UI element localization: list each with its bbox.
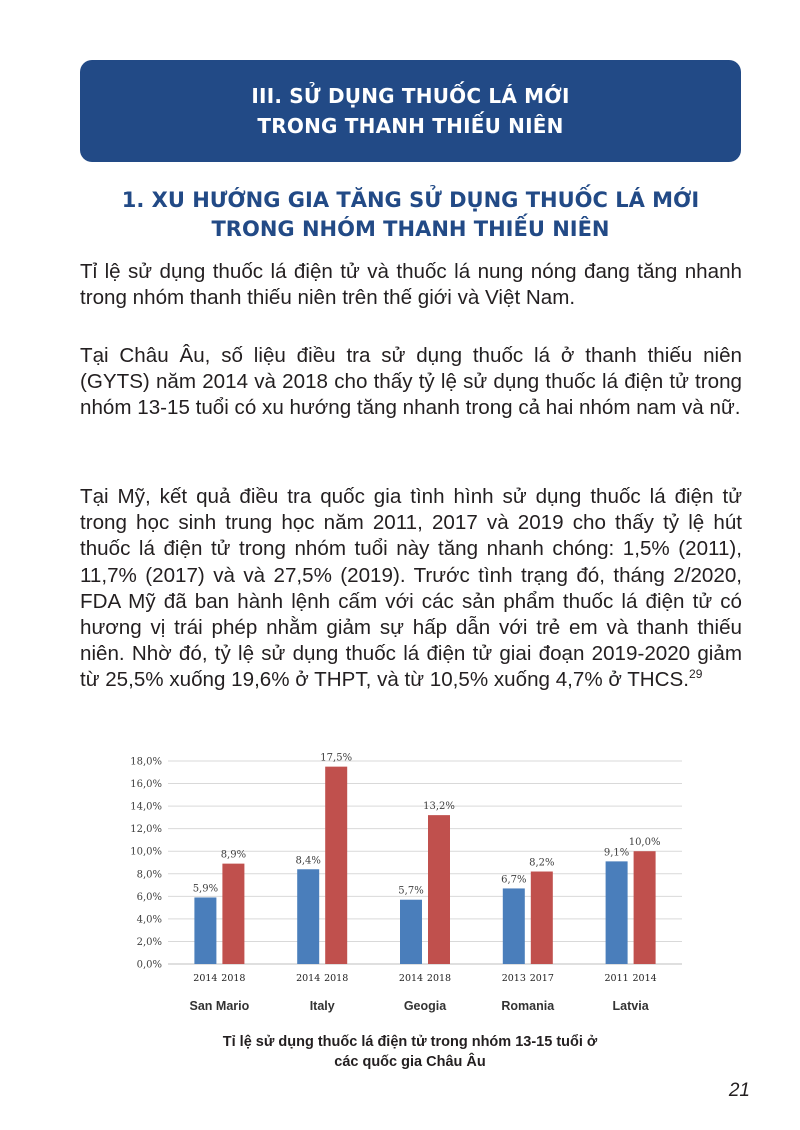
- year-label: 2011: [604, 973, 629, 984]
- year-label: 2018: [324, 973, 349, 984]
- y-tick-label: 2,0%: [136, 936, 162, 948]
- year-label: 2017: [529, 973, 554, 984]
- paragraph-europe: Tại Châu Âu, số liệu điều tra sử dụng thuốc lá ở thanh thiếu niên (GYTS) năm 2014 và 2018 cho thấy tỷ lệ sử dụng thuốc lá điện tử trong nhóm 13-15 tuổi có xu hướng tăng nhanh trong cả hai nhóm nam và nữ.: [80, 344, 742, 420]
- y-tick-label: 4,0%: [136, 914, 162, 926]
- paragraph-usa-text: Tại Mỹ, kết quả điều tra quốc gia tình hình sử dụng thuốc lá điện tử trong học sinh trung học năm 2011, 2017 và 2019 cho thấy tỷ lệ hút thuốc lá điện tử trong nhóm tuổi này tăng nhanh chóng: 1,5% (2011), 11,7% (2017) và và 27,5% (2019). Trước tình trạng đó, tháng 2/2020, FDA Mỹ đã ban hành lệnh cấm với các sản phẩm thuốc lá điện tử có hương vị trái phép nhằm giảm sự hấp dẫn với trẻ em và thanh thiếu niên. Nhờ đó, tỷ lệ sử dụng thuốc lá điện tử giai đoạn 2019-2020 giảm từ 25,5% xuống 19,6% ở THPT, và từ 10,5% xuống 4,7% ở THCS.: [80, 485, 742, 692]
- year-label: 2018: [426, 973, 452, 984]
- y-tick-label: 14,0%: [130, 801, 162, 813]
- country-label: Romania: [501, 999, 555, 1013]
- bar-chart: [118, 745, 688, 1025]
- paragraph-usa: [80, 484, 742, 694]
- y-tick-label: 18,0%: [130, 756, 162, 768]
- country-label: Italy: [309, 999, 335, 1013]
- data-label: 10,0%: [628, 837, 661, 849]
- year-label: 2018: [221, 973, 246, 984]
- chapter-banner: [80, 60, 741, 162]
- data-label: 6,7%: [501, 874, 527, 886]
- bar: [297, 869, 319, 964]
- footnote-ref: 29: [689, 667, 703, 682]
- chart-caption-line1: Tỉ lệ sử dụng thuốc lá điện tử trong nhóm 13-15 tuổi ở: [222, 1034, 598, 1050]
- page-number: 21: [728, 1080, 750, 1101]
- bar: [428, 815, 450, 964]
- bar: [503, 888, 525, 964]
- year-label: 2014: [398, 973, 424, 984]
- chart-caption: [150, 1032, 670, 1072]
- data-label: 5,7%: [398, 885, 424, 897]
- bar: [606, 861, 628, 964]
- data-label: 8,4%: [295, 855, 321, 867]
- bar: [194, 897, 216, 964]
- year-label: 2014: [632, 973, 657, 984]
- data-label: 5,9%: [192, 883, 219, 895]
- year-label: 2014: [296, 973, 321, 984]
- chapter-title-line2: TRONG THANH THIẾU NIÊN: [257, 114, 564, 138]
- bar: [400, 900, 422, 964]
- y-tick-label: 12,0%: [130, 824, 162, 836]
- chapter-title-line1: III. SỬ DỤNG THUỐC LÁ MỚI: [251, 84, 570, 108]
- section-heading: [80, 186, 741, 244]
- y-tick-label: 16,0%: [130, 779, 162, 791]
- paragraph-intro: Tỉ lệ sử dụng thuốc lá điện tử và thuốc lá nung nóng đang tăng nhanh trong nhóm thanh thiếu niên trên thế giới và Việt Nam.: [80, 260, 742, 310]
- bar: [531, 872, 553, 964]
- data-label: 13,2%: [423, 801, 455, 813]
- data-label: 8,9%: [220, 849, 247, 861]
- bar: [634, 851, 656, 964]
- data-label: 9,1%: [603, 847, 630, 859]
- y-tick-label: 0,0%: [136, 959, 162, 971]
- country-label: Geogia: [403, 999, 447, 1013]
- data-label: 8,2%: [529, 857, 555, 869]
- section-heading-line1: 1. XU HƯỚNG GIA TĂNG SỬ DỤNG THUỐC LÁ MỚI: [121, 188, 700, 212]
- country-label: San Mario: [189, 999, 250, 1013]
- section-heading-line2: TRONG NHÓM THANH THIẾU NIÊN: [211, 217, 610, 241]
- year-label: 2014: [193, 973, 218, 984]
- year-label: 2013: [501, 973, 526, 984]
- chart-caption-line2: các quốc gia Châu Âu: [334, 1054, 486, 1070]
- country-label: Latvia: [612, 999, 649, 1013]
- bar: [325, 767, 347, 964]
- bar: [222, 864, 244, 964]
- y-tick-label: 6,0%: [136, 891, 162, 903]
- y-tick-label: 10,0%: [130, 846, 162, 858]
- data-label: 17,5%: [320, 752, 353, 764]
- y-tick-label: 8,0%: [136, 869, 162, 881]
